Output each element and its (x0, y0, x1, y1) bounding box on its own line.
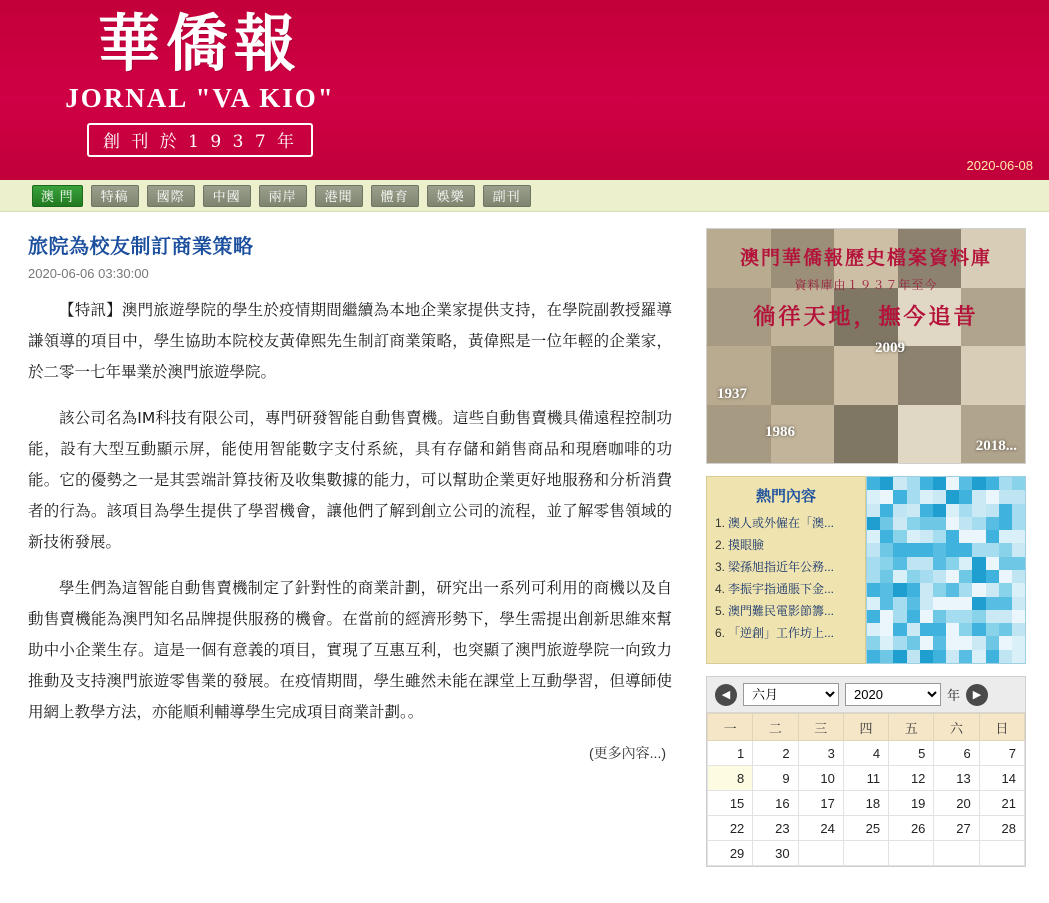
calendar-weekday: 日 (979, 714, 1024, 741)
mosaic-tile (880, 583, 893, 596)
nav-item-cross-strait[interactable]: 兩岸 (259, 185, 307, 207)
mosaic-tile (986, 543, 999, 556)
mosaic-tile (907, 597, 920, 610)
calendar-day-cell[interactable]: 19 (889, 791, 934, 816)
hot-item-label: 澳人或外僱在「澳... (728, 516, 835, 530)
mosaic-tile (933, 543, 946, 556)
mosaic-tile (972, 543, 985, 556)
hot-item-label: 「逆創」工作坊上... (728, 626, 835, 640)
calendar-prev-icon[interactable]: ◀ (715, 684, 737, 706)
nav-item-supplement[interactable]: 副刊 (483, 185, 531, 207)
mosaic-tile (907, 623, 920, 636)
mosaic-tile (893, 543, 906, 556)
mosaic-tile (1012, 504, 1025, 517)
mosaic-tile (946, 583, 959, 596)
mosaic-tile (933, 636, 946, 649)
archive-year-1986: 1986 (765, 424, 795, 440)
article-more-link[interactable]: (更多內容...) (589, 745, 666, 761)
mosaic-tile (999, 636, 1012, 649)
collage-tile (771, 346, 835, 405)
nav-item-macau[interactable]: 澳 閂 (32, 185, 83, 207)
mosaic-tile (959, 650, 972, 663)
calendar-day-cell[interactable]: 30 (753, 841, 798, 866)
mosaic-tile (959, 490, 972, 503)
mosaic-tile (880, 517, 893, 530)
mosaic-tile (880, 504, 893, 517)
mosaic-tile (920, 504, 933, 517)
mosaic-tile (880, 477, 893, 490)
mosaic-tile (893, 636, 906, 649)
calendar-day-cell[interactable]: 14 (979, 766, 1024, 791)
calendar-day-cell[interactable]: 22 (708, 816, 753, 841)
mosaic-tile (999, 504, 1012, 517)
mosaic-tile (907, 504, 920, 517)
mosaic-tile (1012, 477, 1025, 490)
logo-since-badge: 創 刊 於 1 9 3 7 年 (87, 123, 313, 157)
calendar-day-cell[interactable]: 1 (708, 741, 753, 766)
archive-banner-line3: 徜徉天地，撫今追昔 (753, 304, 979, 330)
calendar-day-cell[interactable]: 11 (843, 766, 888, 791)
mosaic-tile (1012, 650, 1025, 663)
mosaic-tile (1012, 623, 1025, 636)
calendar-year-select[interactable] (845, 683, 941, 706)
calendar-day-cell[interactable]: 29 (708, 841, 753, 866)
mosaic-tile (946, 517, 959, 530)
calendar-body (708, 741, 1025, 866)
nav-item-international[interactable]: 國際 (147, 185, 195, 207)
calendar-day-cell[interactable]: 17 (798, 791, 843, 816)
mosaic-tile (986, 517, 999, 530)
calendar-day-cell[interactable]: 23 (753, 816, 798, 841)
mosaic-tile (986, 530, 999, 543)
calendar-day-cell[interactable]: 3 (798, 741, 843, 766)
nav-item-china[interactable]: 中國 (203, 185, 251, 207)
archive-year-2018: 2018... (975, 438, 1017, 454)
sidebar-column (700, 212, 1049, 902)
mosaic-tile (999, 650, 1012, 663)
nav-item-sports[interactable]: 體育 (371, 185, 419, 207)
mosaic-tile (972, 636, 985, 649)
mosaic-tile (1012, 517, 1025, 530)
mosaic-tile (959, 517, 972, 530)
calendar-weekday: 六 (934, 714, 979, 741)
collage-tile (898, 405, 962, 464)
calendar-week-row (708, 741, 1025, 766)
archive-banner-text (707, 243, 1025, 331)
mosaic-tile (920, 570, 933, 583)
mosaic-tile (893, 517, 906, 530)
mosaic-tile (907, 583, 920, 596)
mosaic-tile (972, 504, 985, 517)
masthead-date: 2020-06-08 (966, 158, 1033, 173)
article-paragraph: 該公司名為IM科技有限公司，專門研發智能自動售賣機。這些自動售賣機具備遠程控制功能，設有大型互動顯示屏，能使用智能數字支付系統，具有存儲和銷售商品和現磨咖啡的功能。它的優勢之一是其雲端計算技術及收集數據的能力，可以幫助企業更好地服務和分析消費者的行為。該項目為學生提供了學習機會，讓他們了解到創立公司的流程，並了解零售領域的新技術發展。 (28, 409, 672, 551)
mosaic-tile (946, 610, 959, 623)
mosaic-tile (999, 517, 1012, 530)
hot-item-label: 摸眼臉 (728, 538, 765, 552)
mosaic-tile (986, 583, 999, 596)
archive-banner[interactable] (706, 228, 1026, 464)
calendar-weekday: 二 (753, 714, 798, 741)
mosaic-tile (893, 610, 906, 623)
mosaic-tile (893, 557, 906, 570)
mosaic-tile (867, 636, 880, 649)
article-paragraph: 學生們為這智能自動售賣機制定了針對性的商業計劃，研究出一系列可利用的商機以及自動售賣機能為澳門知名品牌提供服務的機會。在當前的經濟形勢下，學生需提出創新思維來幫助中小企業生存。這是一個有意義的項目，實現了互惠互利，也突顯了澳門旅遊學院一向致力推動及支持澳門旅遊零售業的發展。在疫情期間，學生雖然未能在課堂上互動學習，但導師使用網上教學方法，亦能順利輔導學生完成項目商業計劃。。 (28, 579, 672, 721)
page-content (0, 212, 1049, 902)
mosaic-tile (959, 557, 972, 570)
mosaic-tile (893, 650, 906, 663)
archive-year-2009: 2009 (875, 340, 905, 356)
mosaic-tile (1012, 543, 1025, 556)
article-timestamp: 2020-06-06 03:30:00 (28, 266, 149, 281)
mosaic-tile (999, 570, 1012, 583)
mosaic-tile (1012, 610, 1025, 623)
calendar-day-cell[interactable]: 18 (843, 791, 888, 816)
mosaic-tile (893, 597, 906, 610)
mosaic-tile (946, 597, 959, 610)
mosaic-tile (893, 530, 906, 543)
mosaic-tile (959, 636, 972, 649)
mosaic-tile (880, 623, 893, 636)
mosaic-tile (880, 570, 893, 583)
mosaic-tile (920, 610, 933, 623)
page-title: 旅院為校友制訂商業策略 (28, 234, 254, 258)
hot-item-label: 李振宇指通脹下金... (728, 582, 835, 596)
mosaic-tile (933, 490, 946, 503)
mosaic-tile (1012, 530, 1025, 543)
mosaic-tile (920, 490, 933, 503)
mosaic-tile (880, 543, 893, 556)
calendar-day-cell[interactable]: 5 (889, 741, 934, 766)
mosaic-tile (907, 557, 920, 570)
mosaic-tile (907, 543, 920, 556)
collage-tile (898, 346, 962, 405)
calendar-week-row (708, 766, 1025, 791)
mosaic-tile (867, 583, 880, 596)
mosaic-tile (920, 583, 933, 596)
mosaic-tile (920, 477, 933, 490)
mosaic-tile (867, 570, 880, 583)
calendar-day-cell[interactable]: 10 (798, 766, 843, 791)
mosaic-tile (867, 610, 880, 623)
mosaic-tile (946, 570, 959, 583)
mosaic-tile (959, 530, 972, 543)
calendar-table (707, 713, 1025, 866)
article-column (0, 212, 700, 902)
mosaic-tile (1012, 636, 1025, 649)
mosaic-tile (907, 490, 920, 503)
mosaic-tile (920, 517, 933, 530)
mosaic-tile (933, 530, 946, 543)
mosaic-tile (907, 636, 920, 649)
mosaic-tile (959, 477, 972, 490)
archive-banner-line2: 資料庫由１９３７年至今 (794, 278, 938, 292)
mosaic-tile (933, 597, 946, 610)
mosaic-tile (986, 610, 999, 623)
mosaic-tile (880, 557, 893, 570)
mosaic-tile (867, 504, 880, 517)
mosaic-tile (959, 623, 972, 636)
mosaic-tile (920, 543, 933, 556)
calendar-day-cell[interactable]: 8 (708, 766, 753, 791)
calendar-day-cell[interactable]: 9 (753, 766, 798, 791)
calendar-widget (706, 676, 1026, 867)
mosaic-tile (946, 477, 959, 490)
mosaic-tile (1012, 490, 1025, 503)
mosaic-tile (893, 623, 906, 636)
calendar-empty-cell (798, 841, 843, 866)
mosaic-tile (999, 490, 1012, 503)
calendar-empty-cell (934, 841, 979, 866)
mosaic-tile (1012, 583, 1025, 596)
mosaic-tile (986, 623, 999, 636)
list-item[interactable]: 5. 澳門難民電影節籌... (715, 604, 835, 618)
mosaic-tile (933, 583, 946, 596)
mosaic-tile (1012, 597, 1025, 610)
collage-tile (707, 405, 771, 464)
calendar-day-cell[interactable]: 15 (708, 791, 753, 816)
hot-item-label: 梁孫旭指近年公務... (728, 560, 835, 574)
mosaic-tile (972, 477, 985, 490)
mosaic-tile (920, 650, 933, 663)
calendar-day-cell[interactable]: 20 (934, 791, 979, 816)
mosaic-tile (880, 636, 893, 649)
calendar-weekday-row (708, 714, 1025, 741)
mosaic-tile (972, 570, 985, 583)
mosaic-tile (986, 597, 999, 610)
article-paragraph: 【特訊】澳門旅遊學院的學生於疫情期間繼續為本地企業家提供支持，在學院副教授羅導謙領導的項目中，學生協助本院校友黃偉熙先生制訂商業策略，黃偉熙是一位年輕的企業家，於二零一七年畢業於澳門旅遊學院。 (28, 301, 672, 381)
mosaic-tile (972, 623, 985, 636)
calendar-week-row (708, 791, 1025, 816)
mosaic-tile (946, 504, 959, 517)
mosaic-tile (986, 477, 999, 490)
mosaic-tile (867, 557, 880, 570)
mosaic-tile (999, 583, 1012, 596)
mosaic-tile (946, 557, 959, 570)
list-item[interactable]: 2. 摸眼臉 (715, 538, 765, 552)
mosaic-tile (986, 504, 999, 517)
mosaic-tile (893, 490, 906, 503)
calendar-next-icon[interactable]: ▶ (966, 684, 988, 706)
hot-item-label: 澳門難民電影節籌... (728, 604, 835, 618)
mosaic-tile (907, 610, 920, 623)
mosaic-tile (959, 583, 972, 596)
mosaic-tile (999, 597, 1012, 610)
main-navigation (0, 180, 1049, 212)
nav-item-feature[interactable]: 特稿 (91, 185, 139, 207)
list-item[interactable]: 6. 「逆創」工作坊上... (715, 626, 835, 640)
list-item[interactable]: 1. 澳人或外僱在「澳... (715, 516, 835, 530)
mosaic-tile (999, 543, 1012, 556)
mosaic-tile (933, 570, 946, 583)
mosaic-tile (999, 557, 1012, 570)
calendar-month-select[interactable] (743, 683, 839, 706)
calendar-weekday: 一 (708, 714, 753, 741)
calendar-year-label: 年 (947, 688, 961, 703)
calendar-day-cell[interactable]: 16 (753, 791, 798, 816)
list-item[interactable]: 3. 梁孫旭指近年公務... (715, 560, 835, 574)
mosaic-tile (986, 570, 999, 583)
mosaic-tile (933, 557, 946, 570)
mosaic-tile (999, 623, 1012, 636)
list-item[interactable]: 4. 李振宇指通脹下金... (715, 582, 835, 596)
mosaic-tile (946, 530, 959, 543)
mosaic-tile (880, 490, 893, 503)
mosaic-tile (893, 477, 906, 490)
mosaic-tile (946, 650, 959, 663)
mosaic-tile (893, 583, 906, 596)
nav-item-hongkong[interactable]: 港聞 (315, 185, 363, 207)
mosaic-tile (986, 636, 999, 649)
decorative-mosaic-banner (866, 476, 1026, 664)
mosaic-tile (920, 597, 933, 610)
article-body (28, 295, 672, 728)
calendar-weekday: 三 (798, 714, 843, 741)
mosaic-tile (999, 530, 1012, 543)
collage-tile (834, 405, 898, 464)
calendar-day-cell[interactable]: 26 (889, 816, 934, 841)
calendar-empty-cell (979, 841, 1024, 866)
mosaic-tile (959, 570, 972, 583)
mosaic-tile (907, 650, 920, 663)
mosaic-tile (933, 477, 946, 490)
mosaic-tile (1012, 570, 1025, 583)
mosaic-tile (867, 490, 880, 503)
mosaic-tile (972, 530, 985, 543)
mosaic-tile (867, 543, 880, 556)
hot-content-title: 熱門內容 (755, 488, 816, 505)
mosaic-tile (972, 490, 985, 503)
calendar-day-cell[interactable]: 28 (979, 816, 1024, 841)
calendar-day-cell[interactable]: 4 (843, 741, 888, 766)
calendar-weekday: 四 (843, 714, 888, 741)
calendar-header (707, 677, 1025, 713)
collage-tile (961, 346, 1025, 405)
masthead-logo[interactable] (50, 8, 350, 157)
mosaic-tile (999, 477, 1012, 490)
mosaic-tile (972, 650, 985, 663)
mosaic-tile (920, 623, 933, 636)
mosaic-tile (946, 490, 959, 503)
mosaic-tile (933, 504, 946, 517)
mosaic-tile (946, 543, 959, 556)
mosaic-tile (1012, 557, 1025, 570)
nav-item-entertainment[interactable]: 娛樂 (427, 185, 475, 207)
mosaic-tile (972, 557, 985, 570)
mosaic-tile (867, 517, 880, 530)
calendar-day-cell[interactable]: 7 (979, 741, 1024, 766)
calendar-day-cell[interactable]: 6 (934, 741, 979, 766)
mosaic-tile (946, 636, 959, 649)
mosaic-tile (933, 517, 946, 530)
mosaic-tile (972, 610, 985, 623)
calendar-day-cell[interactable]: 21 (979, 791, 1024, 816)
mosaic-tile (880, 530, 893, 543)
mosaic-tile (920, 557, 933, 570)
mosaic-tile (959, 504, 972, 517)
mosaic-tile (907, 570, 920, 583)
mosaic-tile (920, 530, 933, 543)
calendar-day-cell[interactable]: 13 (934, 766, 979, 791)
calendar-day-cell[interactable]: 27 (934, 816, 979, 841)
calendar-week-row (708, 841, 1025, 866)
hot-content-list (713, 512, 859, 644)
archive-year-1937: 1937 (717, 386, 747, 402)
sidebar-row (706, 476, 1026, 664)
calendar-day-cell[interactable]: 24 (798, 816, 843, 841)
mosaic-tile (867, 650, 880, 663)
calendar-day-cell[interactable]: 25 (843, 816, 888, 841)
masthead (0, 0, 1049, 180)
mosaic-tile (880, 610, 893, 623)
mosaic-tile (946, 623, 959, 636)
mosaic-tile (867, 623, 880, 636)
mosaic-tile (867, 477, 880, 490)
mosaic-tile (959, 543, 972, 556)
mosaic-tile (933, 623, 946, 636)
archive-banner-line1: 澳門華僑報歷史檔案資料庫 (739, 247, 992, 269)
mosaic-tile (880, 597, 893, 610)
mosaic-tile (867, 530, 880, 543)
logo-latin-title: JORNAL "VA KIO" (65, 83, 335, 114)
mosaic-tile (972, 583, 985, 596)
calendar-day-cell[interactable]: 12 (889, 766, 934, 791)
mosaic-tile (986, 557, 999, 570)
mosaic-tile (893, 504, 906, 517)
mosaic-tile (907, 530, 920, 543)
hot-content-box (706, 476, 866, 664)
calendar-weekday: 五 (889, 714, 934, 741)
mosaic-tile (907, 517, 920, 530)
mosaic-tile (986, 490, 999, 503)
mosaic-tile (986, 650, 999, 663)
mosaic-tile (972, 517, 985, 530)
mosaic-tile (893, 570, 906, 583)
mosaic-tile (999, 610, 1012, 623)
mosaic-tile (933, 650, 946, 663)
calendar-day-cell[interactable]: 2 (753, 741, 798, 766)
mosaic-tile (880, 650, 893, 663)
mosaic-tile (867, 597, 880, 610)
mosaic-tile (972, 597, 985, 610)
mosaic-tile (920, 636, 933, 649)
mosaic-tile (907, 477, 920, 490)
calendar-empty-cell (843, 841, 888, 866)
mosaic-tile (959, 610, 972, 623)
calendar-empty-cell (889, 841, 934, 866)
mosaic-tile (959, 597, 972, 610)
mosaic-tile (933, 610, 946, 623)
calendar-week-row (708, 816, 1025, 841)
logo-chinese-title: 華僑報 (97, 7, 302, 80)
